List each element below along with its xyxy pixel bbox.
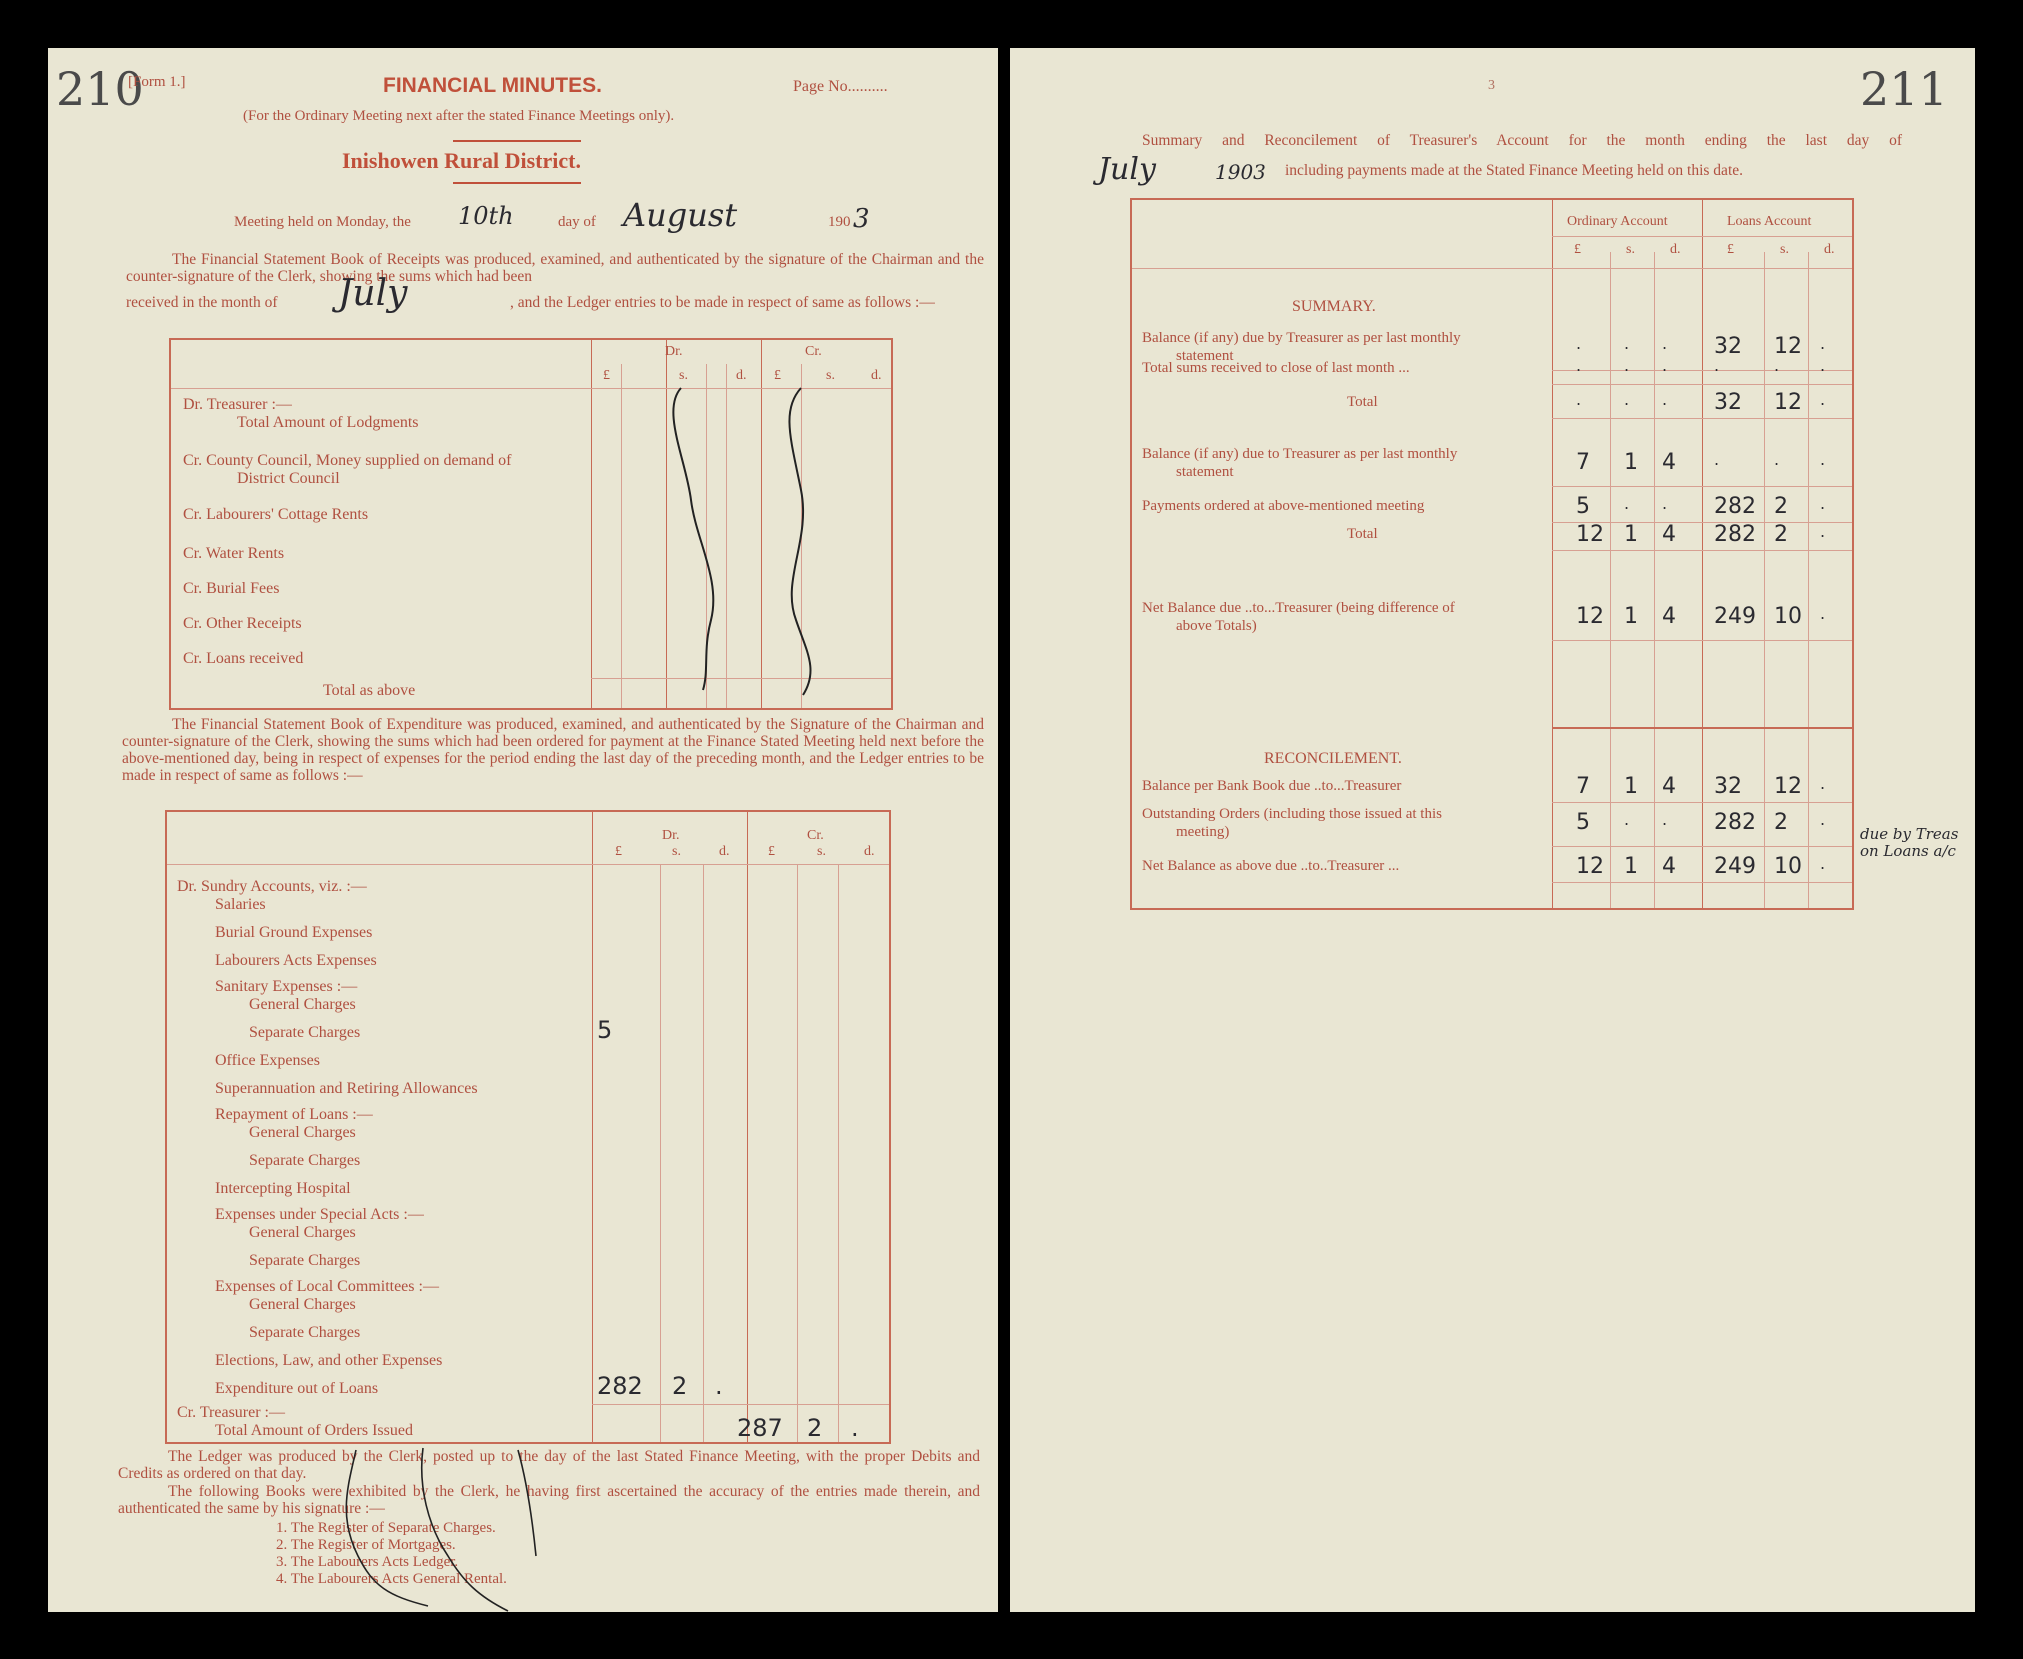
account-value: .	[1820, 494, 1826, 513]
account-row-label: Balance (if any) due to Treasurer as per last monthly	[1142, 446, 1458, 462]
account-value: 282	[1714, 494, 1756, 519]
account-value: 282	[1714, 522, 1756, 547]
account-value: .	[1820, 390, 1826, 409]
account-row-label: Net Balance due ..to...Treasurer (being difference of	[1142, 600, 1455, 616]
expenditure-value-cr-shillings: 2	[807, 1414, 823, 1442]
account-row-rule	[1552, 486, 1852, 487]
account-row-label-cont: meeting)	[1176, 824, 1230, 840]
books-paragraph: The following Books were exhibited by the Clerk, he having first ascertained the accuracy of the entries made therein, and authenticated the same by his signature :—	[118, 1483, 980, 1517]
account-value: 12	[1576, 522, 1604, 547]
expenditure-row-label: Dr. Sundry Accounts, viz. :—	[177, 878, 367, 895]
right-page-number: 211	[1860, 62, 1948, 116]
receipts-cr-header: Cr.	[805, 344, 822, 359]
account-value: .	[1820, 854, 1826, 873]
account-value: .	[1820, 522, 1826, 541]
page-subtitle: (For the Ordinary Meeting next after the stated Finance Meetings only).	[243, 108, 675, 124]
small-page-number: 3	[1488, 78, 1495, 93]
meeting-day: 10th	[458, 202, 514, 230]
account-value: .	[1714, 450, 1720, 469]
expenditure-row-label: Repayment of Loans :—	[215, 1106, 373, 1123]
account-col: s.	[1626, 242, 1635, 257]
expenditure-row-label: Expenses under Special Acts :—	[215, 1206, 424, 1223]
account-value: .	[1624, 334, 1630, 353]
account-value: .	[1820, 356, 1826, 375]
receipts-month: July	[338, 273, 408, 314]
account-row-label: Total	[1347, 394, 1378, 410]
intro-month: July	[1098, 152, 1156, 187]
meeting-year-suffix: 3	[853, 204, 870, 234]
account-value: 1	[1624, 854, 1638, 879]
account-value: .	[1624, 810, 1630, 829]
account-value: .	[1820, 604, 1826, 623]
expenditure-dr-header: Dr.	[662, 828, 680, 843]
account-row-label: Outstanding Orders (including those issued at this	[1142, 806, 1442, 822]
account-row-rule	[1552, 370, 1852, 371]
account-value: .	[1820, 774, 1826, 793]
receipts-dr-header: Dr.	[665, 344, 683, 359]
account-value: 12	[1576, 854, 1604, 879]
account-value: .	[1714, 356, 1720, 375]
account-value: .	[1774, 356, 1780, 375]
meeting-month: August	[623, 196, 738, 234]
account-value: .	[1820, 450, 1826, 469]
account-value: 1	[1624, 604, 1638, 629]
left-page	[48, 48, 998, 1612]
account-value: .	[1576, 390, 1582, 409]
account-value: 282	[1714, 810, 1756, 835]
account-value: 32	[1714, 774, 1742, 799]
account-value: 249	[1714, 854, 1756, 879]
account-value: 7	[1576, 774, 1590, 799]
book-item: 1. The Register of Separate Charges.	[276, 1520, 496, 1536]
account-value: 5	[1576, 494, 1590, 519]
receipt-row: Cr. Water Rents	[183, 545, 285, 562]
account-value: 10	[1774, 604, 1802, 629]
receipts-col: £	[774, 368, 781, 383]
receipt-row: Cr. Burial Fees	[183, 580, 280, 597]
account-value: 32	[1714, 390, 1742, 415]
account-col: £	[1574, 242, 1581, 257]
receipts-para-tail: , and the Ledger entries to be made in respect of same as follows :—	[510, 294, 935, 311]
intro-line-2: including payments made at the Stated Finance Meeting held on this date.	[1285, 162, 1743, 179]
meeting-year-prefix: 190	[828, 214, 851, 230]
expenditure-col: d.	[719, 844, 730, 859]
account-value: 4	[1662, 854, 1676, 879]
expenditure-value-cr-pounds: 287	[737, 1414, 783, 1442]
meeting-prefix: Meeting held on Monday, the	[234, 214, 411, 230]
account-value: 1	[1624, 774, 1638, 799]
receipt-row: Cr. Other Receipts	[183, 615, 302, 632]
account-value: 2	[1774, 494, 1788, 519]
left-page-number: 210	[56, 62, 144, 116]
treasurer-account-table	[1130, 198, 1854, 910]
account-row-rule	[1552, 418, 1852, 419]
receipt-row: Cr. Labourers' Cottage Rents	[183, 506, 369, 523]
expenditure-row-label: Salaries	[215, 896, 266, 913]
intro-line-1: Summary and Reconcilement of Treasurer's Account for the month ending the last day of	[1142, 132, 1902, 149]
expenditure-col: d.	[864, 844, 875, 859]
expenditure-col: £	[615, 844, 622, 859]
account-value: .	[1820, 334, 1826, 353]
expenditure-row-label: Cr. Treasurer :—	[177, 1404, 285, 1421]
account-value: 4	[1662, 450, 1676, 475]
expenditure-row-label: Separate Charges	[249, 1024, 361, 1041]
right-page	[1010, 48, 1975, 1612]
account-value: .	[1662, 334, 1668, 353]
account-row-label: Balance per Bank Book due ..to...Treasurer	[1142, 778, 1402, 794]
expenditure-row-label: General Charges	[249, 1124, 356, 1141]
book-item: 4. The Labourers Acts General Rental.	[276, 1571, 507, 1587]
account-value: 1	[1624, 522, 1638, 547]
account-row-rule	[1552, 384, 1852, 385]
loans-account-header: Loans Account	[1727, 214, 1812, 229]
expenditure-row-label: Expenditure out of Loans	[215, 1380, 379, 1397]
account-value: 12	[1774, 334, 1802, 359]
account-value: .	[1624, 356, 1630, 375]
account-col: £	[1727, 242, 1734, 257]
account-value: 10	[1774, 854, 1802, 879]
receipt-row: Cr. County Council, Money supplied on demand of	[183, 452, 512, 469]
account-value: 5	[1576, 810, 1590, 835]
expenditure-row-label: General Charges	[249, 1224, 356, 1241]
account-row-label-cont: statement	[1176, 348, 1234, 364]
account-col: d.	[1824, 242, 1835, 257]
expenditure-row-label: Office Expenses	[215, 1052, 320, 1069]
page-no-label: Page No..........	[793, 78, 888, 95]
expenditure-row-label: Intercepting Hospital	[215, 1180, 351, 1197]
cancel-stroke-marks	[591, 380, 891, 700]
expenditure-row-label: Sanitary Expenses :—	[215, 978, 358, 995]
expenditure-value-dr-pounds: 5	[597, 1016, 613, 1044]
account-value: 12	[1774, 390, 1802, 415]
account-value: 2	[1774, 810, 1788, 835]
account-value: 1	[1624, 450, 1638, 475]
account-value: 7	[1576, 450, 1590, 475]
account-value: 4	[1662, 774, 1676, 799]
account-value: 4	[1662, 604, 1676, 629]
expenditure-table	[165, 810, 891, 1444]
receipt-row: Total as above	[323, 682, 416, 699]
account-value: 2	[1774, 522, 1788, 547]
reconcilement-heading: RECONCILEMENT.	[1264, 750, 1402, 767]
summary-heading: SUMMARY.	[1292, 298, 1376, 315]
receipts-col: s.	[826, 368, 835, 383]
account-value: .	[1662, 356, 1668, 375]
receipts-month-label: received in the month of	[126, 294, 278, 311]
expenditure-col: £	[768, 844, 775, 859]
account-row-label-cont: above Totals)	[1176, 618, 1257, 634]
expenditure-value-dr-pounds: 282	[597, 1372, 643, 1400]
account-value: 12	[1576, 604, 1604, 629]
title-rule	[453, 140, 581, 142]
expenditure-row-label: Separate Charges	[249, 1324, 361, 1341]
expenditure-row-label: Separate Charges	[249, 1252, 361, 1269]
expenditure-row-label: Superannuation and Retiring Allowances	[215, 1080, 478, 1097]
account-col: s.	[1780, 242, 1789, 257]
account-value: .	[1624, 494, 1630, 513]
expenditure-row-label: Labourers Acts Expenses	[215, 952, 377, 969]
account-value: .	[1576, 334, 1582, 353]
account-row-label: Total sums received to close of last month ...	[1142, 360, 1410, 376]
page-title: FINANCIAL MINUTES.	[383, 74, 602, 97]
ledger-paragraph: The Ledger was produced by the Clerk, posted up to the day of the last Stated Finance Meeting, with the proper Debits and Credits as ordered on that day.	[118, 1448, 980, 1482]
cancel-strokes-ledger	[278, 1446, 638, 1612]
expenditure-row-label: Elections, Law, and other Expenses	[215, 1352, 443, 1369]
receipt-row: Dr. Treasurer :—	[183, 396, 292, 413]
receipt-row: Total Amount of Lodgments	[237, 414, 419, 431]
intro-year: 1903	[1215, 160, 1266, 184]
expenditure-row-label: Expenses of Local Committees :—	[215, 1278, 439, 1295]
receipts-paragraph: The Financial Statement Book of Receipts was produced, examined, and authenticated by the signature of the Chairman and the counter-signature of the Clerk, showing the sums which had been	[126, 251, 984, 285]
meeting-day-of: day of	[558, 214, 596, 230]
expenditure-row-label: General Charges	[249, 1296, 356, 1313]
expenditure-value-dr-pence: .	[715, 1372, 723, 1400]
receipts-table	[169, 338, 893, 710]
account-value: 12	[1774, 774, 1802, 799]
account-value: 249	[1714, 604, 1756, 629]
expenditure-col: s.	[672, 844, 681, 859]
account-value: .	[1820, 810, 1826, 829]
expenditure-row-label: Separate Charges	[249, 1152, 361, 1169]
account-value: .	[1662, 810, 1668, 829]
account-value: .	[1576, 356, 1582, 375]
account-value: 32	[1714, 334, 1742, 359]
margin-note: due by Treas on Loans a/c	[1860, 825, 1959, 860]
expenditure-value-cr-pence: .	[851, 1414, 859, 1442]
account-row-rule	[1552, 640, 1852, 641]
account-row-rule	[1552, 882, 1852, 883]
account-value: .	[1774, 450, 1780, 469]
expenditure-value-dr-shillings: 2	[672, 1372, 688, 1400]
form-label: [Form 1.]	[128, 74, 186, 90]
receipts-col: £	[603, 368, 610, 383]
receipts-col: d.	[871, 368, 882, 383]
receipt-row: Cr. Loans received	[183, 650, 304, 667]
receipt-row: District Council	[237, 470, 340, 487]
expenditure-col: s.	[817, 844, 826, 859]
account-row-label: Payments ordered at above-mentioned meeting	[1142, 498, 1425, 514]
expenditure-paragraph: The Financial Statement Book of Expenditure was produced, examined, and authenticated by the Signature of the Chairman and counter-signature of the Clerk, showing the sums which had been ordered for payment at the Finance Stated Meeting held next before the above-mentioned day, being in respect of expenses for the period ending the last day of the preceding month, and the Ledger entries to be made in respect of same as follows :—	[122, 716, 984, 784]
account-row-rule	[1552, 550, 1852, 551]
account-value: 4	[1662, 522, 1676, 547]
expenditure-row-label: Total Amount of Orders Issued	[215, 1422, 413, 1439]
district-rule	[453, 182, 581, 184]
receipts-col: s.	[679, 368, 688, 383]
account-col: d.	[1670, 242, 1681, 257]
expenditure-row-label: General Charges	[249, 996, 356, 1013]
account-row-rule	[1552, 846, 1852, 847]
account-row-rule	[1552, 802, 1852, 803]
book-item: 2. The Register of Mortgages.	[276, 1537, 456, 1553]
account-row-label-cont: statement	[1176, 464, 1234, 480]
account-value: .	[1662, 494, 1668, 513]
account-value: .	[1662, 390, 1668, 409]
expenditure-row-label: Burial Ground Expenses	[215, 924, 373, 941]
district-name: Inishowen Rural District.	[342, 148, 581, 173]
account-value: .	[1624, 390, 1630, 409]
account-row-label: Balance (if any) due by Treasurer as per last monthly	[1142, 330, 1461, 346]
ordinary-account-header: Ordinary Account	[1567, 214, 1668, 229]
book-item: 3. The Labourers Acts Ledger.	[276, 1554, 459, 1570]
expenditure-cr-header: Cr.	[807, 828, 824, 843]
account-row-label: Total	[1347, 526, 1378, 542]
receipts-col: d.	[736, 368, 747, 383]
account-row-label: Net Balance as above due ..to..Treasurer ...	[1142, 858, 1400, 874]
